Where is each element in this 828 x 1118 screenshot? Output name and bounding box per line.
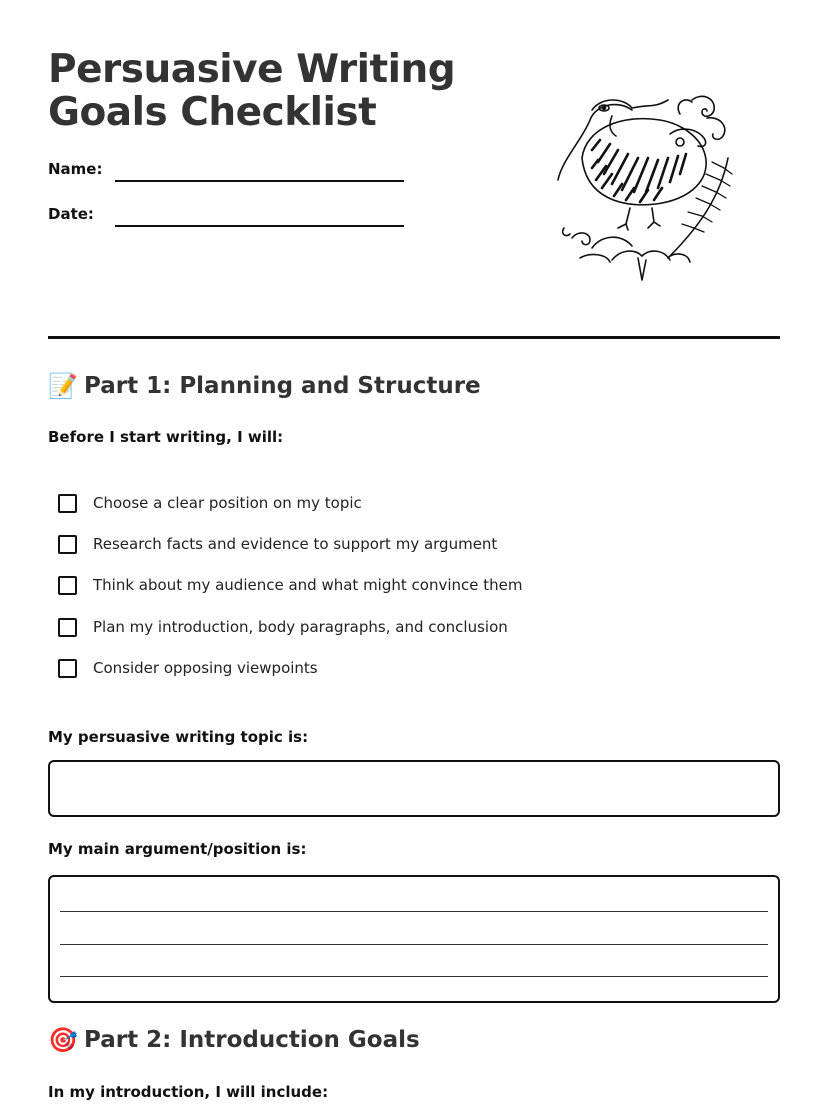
part1-heading-text: Part 1: Planning and Structure [84, 373, 481, 399]
checklist-item[interactable] [58, 656, 318, 680]
part1-intro: Before I start writing, I will: [48, 428, 284, 446]
part2-intro: In my introduction, I will include: [48, 1083, 329, 1101]
checkbox[interactable] [58, 494, 77, 513]
section-divider [48, 336, 780, 339]
checkbox[interactable] [58, 618, 77, 637]
checkbox[interactable] [58, 659, 77, 678]
date-label: Date: [48, 205, 94, 223]
name-label: Name: [48, 160, 103, 178]
checkbox[interactable] [58, 576, 77, 595]
date-field[interactable] [115, 225, 404, 227]
checklist-item-label: Plan my introduction, body paragraphs, and conclusion [93, 618, 508, 636]
checklist-item[interactable] [58, 491, 362, 515]
title-line-2: Goals Checklist [48, 90, 377, 135]
kiwi-bird-illustration [552, 88, 742, 284]
checklist-item[interactable] [58, 573, 523, 597]
checkbox[interactable] [58, 535, 77, 554]
checklist-item[interactable] [58, 532, 497, 556]
title-line-1: Persuasive Writing [48, 47, 456, 92]
topic-label: My persuasive writing topic is: [48, 728, 309, 746]
target-dart-icon: 🎯 [48, 1026, 78, 1054]
part1-heading [48, 372, 481, 400]
part2-heading-text: Part 2: Introduction Goals [84, 1027, 420, 1053]
writing-line [60, 944, 768, 945]
argument-input-box[interactable] [48, 875, 780, 1003]
checklist-item-label: Think about my audience and what might convince them [93, 576, 523, 594]
part2-heading [48, 1026, 420, 1054]
name-field[interactable] [115, 180, 404, 182]
writing-line [60, 911, 768, 912]
page-title [48, 48, 455, 134]
topic-input-box[interactable] [48, 760, 780, 817]
argument-label: My main argument/position is: [48, 840, 307, 858]
memo-pencil-icon: 📝 [48, 372, 78, 400]
checklist-item[interactable] [58, 615, 508, 639]
checklist-item-label: Choose a clear position on my topic [93, 494, 362, 512]
checklist-item-label: Consider opposing viewpoints [93, 659, 318, 677]
checklist-item-label: Research facts and evidence to support my argument [93, 535, 498, 553]
writing-line [60, 976, 768, 977]
